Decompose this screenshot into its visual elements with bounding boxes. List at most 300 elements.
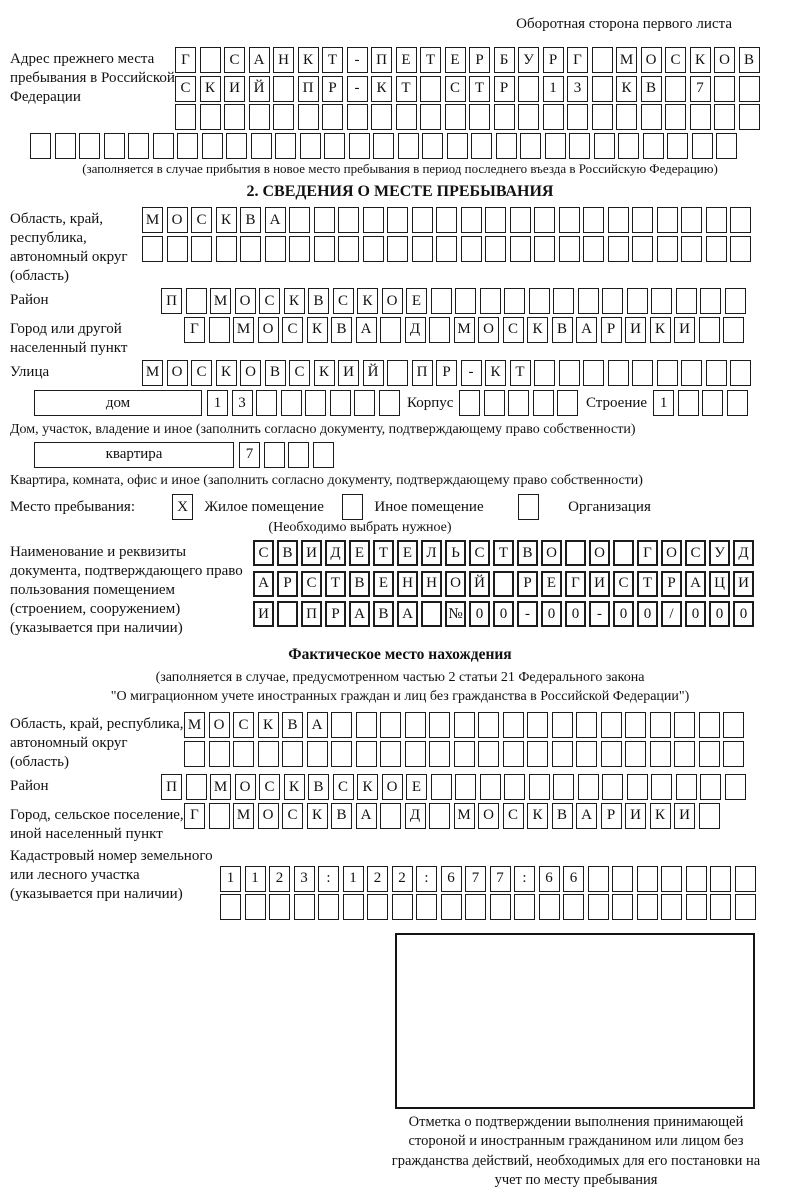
form-cell[interactable]: - <box>517 601 538 627</box>
form-cell[interactable] <box>480 288 501 314</box>
form-cell[interactable]: М <box>616 47 637 73</box>
form-cell[interactable]: М <box>142 207 163 233</box>
checkbox-other-premises[interactable] <box>342 494 363 520</box>
form-cell[interactable] <box>363 207 384 233</box>
form-cell[interactable] <box>202 133 223 159</box>
form-cell[interactable] <box>331 741 352 767</box>
form-cell[interactable] <box>273 104 294 130</box>
form-cell[interactable]: Л <box>421 540 442 566</box>
form-cell[interactable] <box>184 741 205 767</box>
form-cell[interactable] <box>356 712 377 738</box>
form-cell[interactable] <box>289 207 310 233</box>
form-cell[interactable] <box>104 133 125 159</box>
form-cell[interactable] <box>356 741 377 767</box>
form-cell[interactable]: К <box>307 803 328 829</box>
form-cell[interactable]: О <box>209 712 230 738</box>
form-cell[interactable]: Т <box>373 540 394 566</box>
form-cell[interactable] <box>233 741 254 767</box>
form-cell[interactable] <box>380 741 401 767</box>
form-cell[interactable]: О <box>240 360 261 386</box>
form-cell[interactable]: Р <box>277 571 298 597</box>
form-cell[interactable]: И <box>338 360 359 386</box>
form-cell[interactable] <box>608 360 629 386</box>
form-cell[interactable]: - <box>461 360 482 386</box>
form-cell[interactable]: К <box>485 360 506 386</box>
form-cell[interactable] <box>412 236 433 262</box>
form-cell[interactable] <box>269 894 290 920</box>
form-cell[interactable]: 6 <box>441 866 462 892</box>
form-cell[interactable]: 0 <box>565 601 586 627</box>
form-cell[interactable] <box>716 133 737 159</box>
form-cell[interactable]: А <box>265 207 286 233</box>
form-cell[interactable] <box>380 712 401 738</box>
form-cell[interactable]: У <box>709 540 730 566</box>
form-cell[interactable] <box>567 104 588 130</box>
form-cell[interactable] <box>534 360 555 386</box>
form-cell[interactable] <box>281 390 302 416</box>
form-cell[interactable]: 0 <box>637 601 658 627</box>
form-cell[interactable]: В <box>277 540 298 566</box>
form-cell[interactable] <box>727 390 748 416</box>
form-cell[interactable]: 1 <box>543 76 564 102</box>
form-cell[interactable]: Й <box>363 360 384 386</box>
form-cell[interactable]: М <box>454 803 475 829</box>
form-cell[interactable] <box>258 741 279 767</box>
form-cell[interactable] <box>665 76 686 102</box>
form-cell[interactable]: М <box>142 360 163 386</box>
form-cell[interactable]: М <box>184 712 205 738</box>
form-cell[interactable]: Р <box>322 76 343 102</box>
form-cell[interactable]: Е <box>406 774 427 800</box>
form-cell[interactable]: 6 <box>563 866 584 892</box>
form-cell[interactable] <box>79 133 100 159</box>
form-cell[interactable]: Е <box>445 47 466 73</box>
form-cell[interactable] <box>347 104 368 130</box>
form-cell[interactable]: М <box>233 803 254 829</box>
form-cell[interactable]: И <box>674 317 695 343</box>
form-cell[interactable]: А <box>249 47 270 73</box>
form-cell[interactable] <box>650 741 671 767</box>
form-cell[interactable]: О <box>714 47 735 73</box>
form-cell[interactable]: Т <box>325 571 346 597</box>
form-cell[interactable]: Е <box>406 288 427 314</box>
form-cell[interactable] <box>484 390 505 416</box>
form-cell[interactable] <box>379 390 400 416</box>
form-cell[interactable] <box>612 894 633 920</box>
form-cell[interactable]: 0 <box>613 601 634 627</box>
form-cell[interactable] <box>277 601 298 627</box>
form-cell[interactable] <box>478 741 499 767</box>
form-cell[interactable] <box>471 133 492 159</box>
form-cell[interactable] <box>209 317 230 343</box>
form-cell[interactable] <box>739 104 760 130</box>
form-cell[interactable] <box>298 104 319 130</box>
form-cell[interactable] <box>300 133 321 159</box>
form-cell[interactable] <box>576 712 597 738</box>
form-cell[interactable] <box>534 236 555 262</box>
form-cell[interactable] <box>454 741 475 767</box>
form-cell[interactable] <box>191 236 212 262</box>
form-cell[interactable] <box>431 774 452 800</box>
form-cell[interactable] <box>421 601 442 627</box>
form-cell[interactable] <box>612 866 633 892</box>
form-cell[interactable]: С <box>333 288 354 314</box>
form-cell[interactable]: Т <box>322 47 343 73</box>
form-cell[interactable] <box>533 390 554 416</box>
form-cell[interactable] <box>496 133 517 159</box>
form-cell[interactable] <box>373 133 394 159</box>
form-cell[interactable] <box>420 76 441 102</box>
form-cell[interactable]: В <box>517 540 538 566</box>
form-cell[interactable]: Р <box>469 47 490 73</box>
form-cell[interactable]: О <box>235 774 256 800</box>
form-cell[interactable]: О <box>382 774 403 800</box>
form-cell[interactable]: П <box>412 360 433 386</box>
form-cell[interactable]: С <box>175 76 196 102</box>
form-cell[interactable]: К <box>650 803 671 829</box>
form-cell[interactable] <box>354 390 375 416</box>
form-cell[interactable] <box>455 288 476 314</box>
form-cell[interactable]: О <box>258 803 279 829</box>
form-cell[interactable]: 2 <box>367 866 388 892</box>
form-cell[interactable] <box>307 741 328 767</box>
form-cell[interactable]: К <box>200 76 221 102</box>
form-cell[interactable] <box>249 104 270 130</box>
form-cell[interactable] <box>454 712 475 738</box>
form-cell[interactable] <box>601 712 622 738</box>
form-cell[interactable]: С <box>685 540 706 566</box>
form-cell[interactable] <box>289 236 310 262</box>
form-cell[interactable]: 7 <box>690 76 711 102</box>
form-cell[interactable] <box>177 133 198 159</box>
form-cell[interactable] <box>702 390 723 416</box>
form-cell[interactable]: И <box>674 803 695 829</box>
form-cell[interactable] <box>563 894 584 920</box>
form-cell[interactable] <box>465 894 486 920</box>
form-cell[interactable] <box>627 774 648 800</box>
form-cell[interactable]: 1 <box>220 866 241 892</box>
form-cell[interactable]: : <box>318 866 339 892</box>
form-cell[interactable]: Н <box>421 571 442 597</box>
s2-kvartira-type-box[interactable]: квартира <box>34 442 234 468</box>
form-cell[interactable] <box>226 133 247 159</box>
form-cell[interactable] <box>592 104 613 130</box>
form-cell[interactable] <box>338 207 359 233</box>
form-cell[interactable] <box>322 104 343 130</box>
form-cell[interactable]: В <box>265 360 286 386</box>
form-cell[interactable]: К <box>258 712 279 738</box>
form-cell[interactable]: С <box>253 540 274 566</box>
form-cell[interactable]: Н <box>397 571 418 597</box>
form-cell[interactable] <box>245 894 266 920</box>
form-cell[interactable]: А <box>253 571 274 597</box>
form-cell[interactable] <box>657 207 678 233</box>
form-cell[interactable] <box>657 236 678 262</box>
form-cell[interactable]: П <box>371 47 392 73</box>
form-cell[interactable]: Ц <box>709 571 730 597</box>
form-cell[interactable]: № <box>445 601 466 627</box>
form-cell[interactable] <box>398 133 419 159</box>
form-cell[interactable]: А <box>356 317 377 343</box>
form-cell[interactable] <box>730 360 751 386</box>
form-cell[interactable]: С <box>259 774 280 800</box>
form-cell[interactable] <box>485 207 506 233</box>
form-cell[interactable] <box>539 894 560 920</box>
form-cell[interactable] <box>264 442 285 468</box>
form-cell[interactable]: П <box>161 774 182 800</box>
form-cell[interactable] <box>503 712 524 738</box>
form-cell[interactable] <box>553 774 574 800</box>
form-cell[interactable] <box>514 894 535 920</box>
form-cell[interactable] <box>405 712 426 738</box>
form-cell[interactable] <box>324 133 345 159</box>
form-cell[interactable] <box>447 133 468 159</box>
form-cell[interactable] <box>632 207 653 233</box>
form-cell[interactable]: Г <box>567 47 588 73</box>
form-cell[interactable] <box>725 288 746 314</box>
form-cell[interactable] <box>714 104 735 130</box>
form-cell[interactable]: С <box>259 288 280 314</box>
form-cell[interactable]: Д <box>733 540 754 566</box>
form-cell[interactable] <box>518 104 539 130</box>
form-cell[interactable]: С <box>289 360 310 386</box>
form-cell[interactable] <box>343 894 364 920</box>
form-cell[interactable] <box>706 360 727 386</box>
form-cell[interactable]: К <box>284 288 305 314</box>
form-cell[interactable]: А <box>397 601 418 627</box>
form-cell[interactable]: В <box>739 47 760 73</box>
form-cell[interactable] <box>565 540 586 566</box>
form-cell[interactable] <box>380 317 401 343</box>
form-cell[interactable] <box>436 207 457 233</box>
form-cell[interactable]: И <box>625 317 646 343</box>
form-cell[interactable]: И <box>589 571 610 597</box>
form-cell[interactable]: Д <box>405 803 426 829</box>
form-cell[interactable]: Р <box>325 601 346 627</box>
form-cell[interactable]: 1 <box>343 866 364 892</box>
form-cell[interactable] <box>175 104 196 130</box>
form-cell[interactable] <box>559 360 580 386</box>
form-cell[interactable] <box>616 104 637 130</box>
form-cell[interactable]: Р <box>517 571 538 597</box>
form-cell[interactable]: К <box>314 360 335 386</box>
form-cell[interactable]: В <box>349 571 370 597</box>
form-cell[interactable]: С <box>191 207 212 233</box>
form-cell[interactable] <box>367 894 388 920</box>
form-cell[interactable] <box>429 741 450 767</box>
form-cell[interactable]: 3 <box>294 866 315 892</box>
form-cell[interactable] <box>676 288 697 314</box>
form-cell[interactable] <box>459 390 480 416</box>
form-cell[interactable]: И <box>733 571 754 597</box>
form-cell[interactable] <box>690 104 711 130</box>
checkbox-residential[interactable]: X <box>172 494 193 520</box>
form-cell[interactable]: 7 <box>239 442 260 468</box>
form-cell[interactable]: Т <box>396 76 417 102</box>
form-cell[interactable] <box>387 236 408 262</box>
form-cell[interactable] <box>657 360 678 386</box>
form-cell[interactable] <box>142 236 163 262</box>
form-cell[interactable] <box>251 133 272 159</box>
form-cell[interactable] <box>265 236 286 262</box>
form-cell[interactable] <box>380 803 401 829</box>
form-cell[interactable] <box>637 866 658 892</box>
form-cell[interactable] <box>643 133 664 159</box>
form-cell[interactable]: К <box>650 317 671 343</box>
form-cell[interactable] <box>305 390 326 416</box>
form-cell[interactable]: Т <box>469 76 490 102</box>
form-cell[interactable]: 0 <box>493 601 514 627</box>
form-cell[interactable] <box>503 741 524 767</box>
form-cell[interactable] <box>455 774 476 800</box>
form-cell[interactable]: С <box>503 803 524 829</box>
form-cell[interactable] <box>583 360 604 386</box>
form-cell[interactable] <box>318 894 339 920</box>
form-cell[interactable]: И <box>301 540 322 566</box>
form-cell[interactable]: О <box>258 317 279 343</box>
form-cell[interactable]: С <box>503 317 524 343</box>
form-cell[interactable]: Г <box>637 540 658 566</box>
form-cell[interactable] <box>338 236 359 262</box>
form-cell[interactable]: 2 <box>392 866 413 892</box>
form-cell[interactable] <box>637 894 658 920</box>
form-cell[interactable] <box>349 133 370 159</box>
form-cell[interactable] <box>625 741 646 767</box>
form-cell[interactable] <box>706 236 727 262</box>
form-cell[interactable]: К <box>307 317 328 343</box>
form-cell[interactable] <box>730 236 751 262</box>
form-cell[interactable] <box>330 390 351 416</box>
form-cell[interactable] <box>725 774 746 800</box>
form-cell[interactable]: К <box>527 803 548 829</box>
form-cell[interactable]: Р <box>661 571 682 597</box>
form-cell[interactable]: Е <box>397 540 418 566</box>
form-cell[interactable]: С <box>301 571 322 597</box>
form-cell[interactable] <box>723 317 744 343</box>
form-cell[interactable]: А <box>576 317 597 343</box>
form-cell[interactable] <box>608 236 629 262</box>
form-cell[interactable]: 6 <box>539 866 560 892</box>
form-cell[interactable]: Г <box>565 571 586 597</box>
form-cell[interactable] <box>30 133 51 159</box>
form-cell[interactable]: Р <box>436 360 457 386</box>
form-cell[interactable]: - <box>347 76 368 102</box>
form-cell[interactable] <box>552 741 573 767</box>
form-cell[interactable] <box>153 133 174 159</box>
form-cell[interactable] <box>723 741 744 767</box>
form-cell[interactable]: О <box>541 540 562 566</box>
form-cell[interactable]: А <box>576 803 597 829</box>
form-cell[interactable]: В <box>240 207 261 233</box>
form-cell[interactable]: О <box>167 360 188 386</box>
form-cell[interactable] <box>602 774 623 800</box>
form-cell[interactable] <box>314 236 335 262</box>
form-cell[interactable]: Н <box>273 47 294 73</box>
form-cell[interactable] <box>534 207 555 233</box>
form-cell[interactable] <box>469 104 490 130</box>
checkbox-organization[interactable] <box>518 494 539 520</box>
form-cell[interactable]: Т <box>493 540 514 566</box>
form-cell[interactable] <box>527 741 548 767</box>
form-cell[interactable]: С <box>233 712 254 738</box>
form-cell[interactable] <box>240 236 261 262</box>
form-cell[interactable]: О <box>589 540 610 566</box>
form-cell[interactable] <box>618 133 639 159</box>
form-cell[interactable] <box>529 774 550 800</box>
form-cell[interactable] <box>632 236 653 262</box>
form-cell[interactable]: 2 <box>269 866 290 892</box>
form-cell[interactable]: Т <box>637 571 658 597</box>
form-cell[interactable] <box>387 207 408 233</box>
form-cell[interactable] <box>706 207 727 233</box>
form-cell[interactable] <box>313 442 334 468</box>
form-cell[interactable]: 0 <box>469 601 490 627</box>
form-cell[interactable] <box>651 774 672 800</box>
form-cell[interactable]: 0 <box>541 601 562 627</box>
form-cell[interactable]: О <box>445 571 466 597</box>
form-cell[interactable] <box>676 774 697 800</box>
form-cell[interactable] <box>739 76 760 102</box>
form-cell[interactable] <box>576 741 597 767</box>
form-cell[interactable] <box>692 133 713 159</box>
form-cell[interactable]: Р <box>494 76 515 102</box>
form-cell[interactable] <box>700 288 721 314</box>
form-cell[interactable] <box>661 866 682 892</box>
form-cell[interactable]: Р <box>543 47 564 73</box>
form-cell[interactable]: Е <box>396 47 417 73</box>
form-cell[interactable]: М <box>210 774 231 800</box>
form-cell[interactable] <box>678 390 699 416</box>
form-cell[interactable]: П <box>298 76 319 102</box>
form-cell[interactable]: 1 <box>207 390 228 416</box>
form-cell[interactable] <box>583 207 604 233</box>
form-cell[interactable] <box>55 133 76 159</box>
form-cell[interactable] <box>461 236 482 262</box>
form-cell[interactable]: В <box>331 803 352 829</box>
form-cell[interactable]: О <box>167 207 188 233</box>
form-cell[interactable]: Г <box>175 47 196 73</box>
form-cell[interactable] <box>627 288 648 314</box>
form-cell[interactable] <box>461 207 482 233</box>
form-cell[interactable] <box>710 894 731 920</box>
form-cell[interactable]: 7 <box>490 866 511 892</box>
form-cell[interactable] <box>592 47 613 73</box>
form-cell[interactable] <box>186 774 207 800</box>
form-cell[interactable]: С <box>613 571 634 597</box>
form-cell[interactable]: - <box>589 601 610 627</box>
form-cell[interactable]: Й <box>249 76 270 102</box>
form-cell[interactable] <box>527 712 548 738</box>
form-cell[interactable]: К <box>216 360 237 386</box>
form-cell[interactable] <box>209 741 230 767</box>
form-cell[interactable]: Ь <box>445 540 466 566</box>
form-cell[interactable]: - <box>347 47 368 73</box>
form-cell[interactable] <box>429 803 450 829</box>
form-cell[interactable]: : <box>416 866 437 892</box>
form-cell[interactable]: С <box>282 317 303 343</box>
form-cell[interactable] <box>275 133 296 159</box>
form-cell[interactable] <box>735 894 756 920</box>
form-cell[interactable] <box>128 133 149 159</box>
form-cell[interactable]: В <box>552 803 573 829</box>
form-cell[interactable] <box>420 104 441 130</box>
form-cell[interactable] <box>641 104 662 130</box>
form-cell[interactable]: К <box>357 774 378 800</box>
form-cell[interactable] <box>632 360 653 386</box>
form-cell[interactable]: О <box>235 288 256 314</box>
form-cell[interactable]: Г <box>184 803 205 829</box>
form-cell[interactable] <box>730 207 751 233</box>
